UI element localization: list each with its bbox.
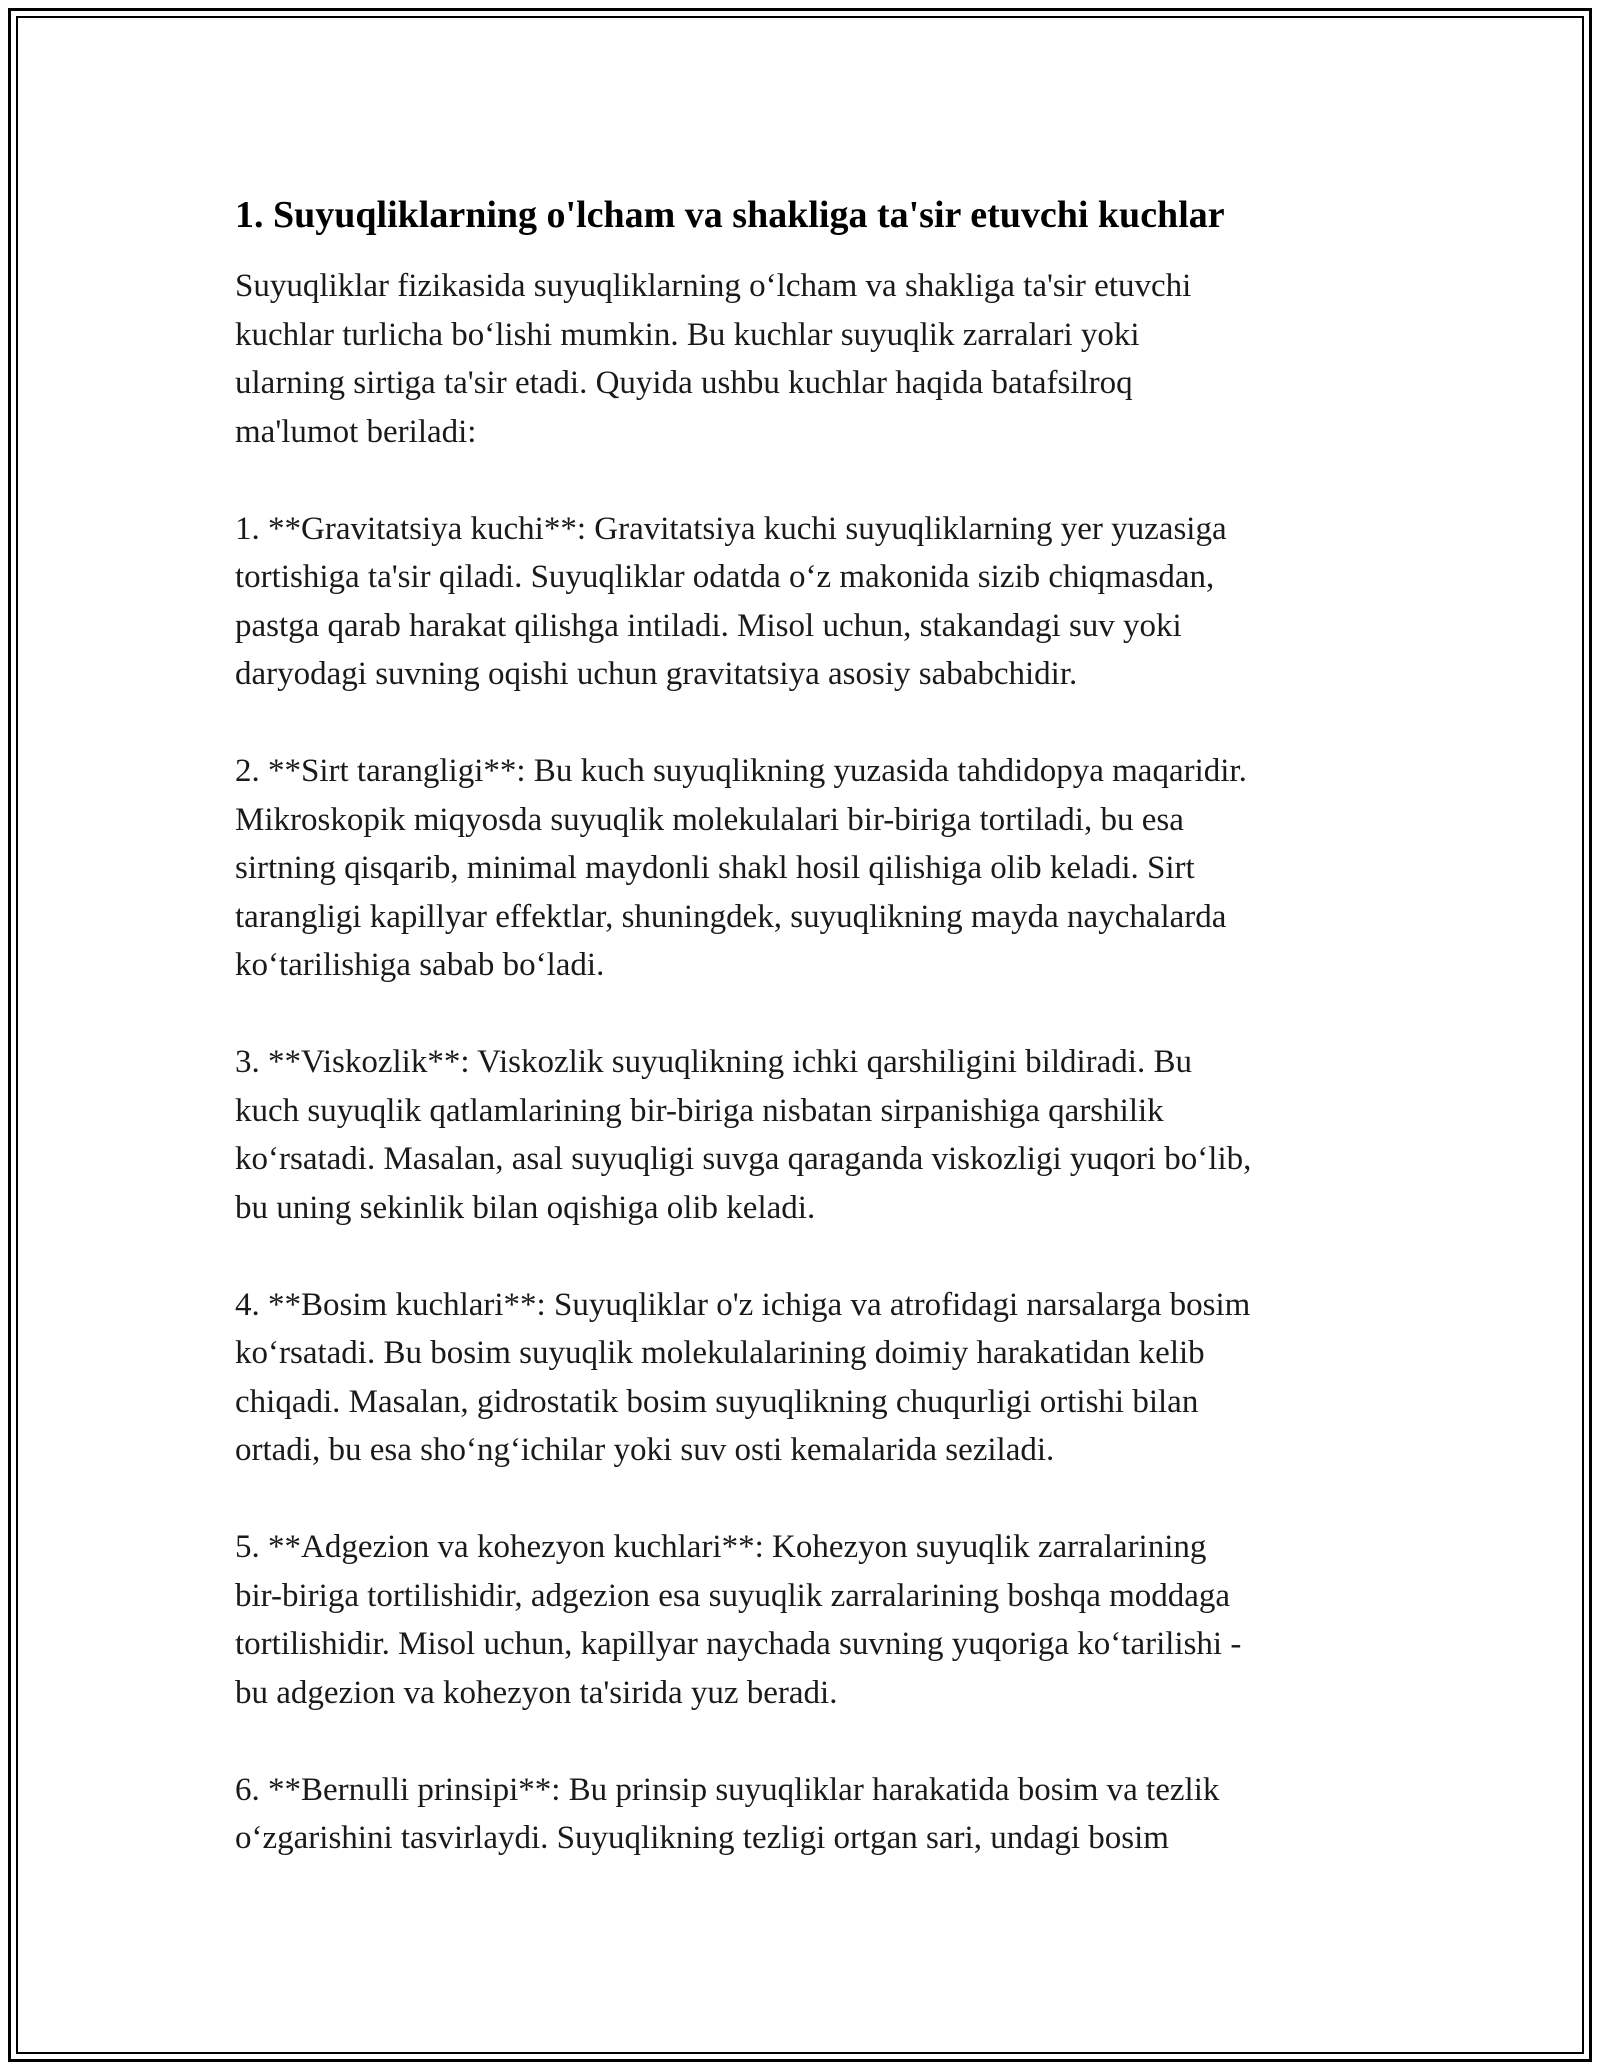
paragraph-bernoulli: 6. **Bernulli prinsipi**: Bu prinsip suyuqliklar harakatida bosim va tezlik o‘zgarishini tasvirlaydi. Suyuqlikning tezligi ortgan sari, undagi bosim <box>235 1771 1220 1856</box>
paragraph-intro: Suyuqliklar fizikasida suyuqliklarning o‘lcham va shakliga ta'sir etuvchi kuchlar turlicha bo‘lishi mumkin. Bu kuchlar suyuqlik zarralari yoki ularning sirtiga ta'sir etadi. Quyida ushbu kuchlar haqida batafsilroq ma'lumot beriladi: <box>235 268 1192 450</box>
paragraph-gravity: 1. **Gravitatsiya kuchi**: Gravitatsiya kuchi suyuqliklarning yer yuzasiga tortishiga ta'sir qiladi. Suyuqliklar odatda o‘z makonida sizib chiqmasdan, pastga qarab harakat qilishga intiladi. Misol uchun, stakandagi suv yoki daryodagi suvning oqishi uchun gravitatsiya asosiy sababchidir. <box>235 510 1227 692</box>
paragraph-viscosity: 3. **Viskozlik**: Viskozlik suyuqlikning ichki qarshiligini bildiradi. Bu kuch suyuqlik qatlamlarining bir-biriga nisbatan sirpanishiga qarshilik ko‘rsatadi. Masalan, asal suyuqligi suvga qaraganda viskozligi yuqori bo‘lib, bu uning sekinlik bilan oqishiga olib keladi. <box>235 1044 1252 1226</box>
document-body <box>235 190 1385 1911</box>
paragraph-adhesion-cohesion: 5. **Adgezion va kohezyon kuchlari**: Kohezyon suyuqlik zarralarining bir-biriga tortilishidir, adgezion esa suyuqlik zarralarining boshqa moddaga tortilishidir. Misol uchun, kapillyar naychada suvning yuqoriga ko‘tarilishi - bu adgezion va kohezyon ta'sirida yuz beradi. <box>235 1529 1242 1711</box>
paragraph-pressure: 4. **Bosim kuchlari**: Suyuqliklar o'z ichiga va atrofidagi narsalarga bosim ko‘rsatadi. Bu bosim suyuqlik molekulalarining doimiy harakatidan kelib chiqadi. Masalan, gidrostatik bosim suyuqlikning chuqurligi ortishi bilan ortadi, bu esa sho‘ng‘ichilar yoki suv osti kemalarida seziladi. <box>235 1286 1251 1468</box>
paragraph-surface-tension: 2. **Sirt tarangligi**: Bu kuch suyuqlikning yuzasida tahdidopya maqaridir. Mikroskopik miqyosda suyuqlik molekulalari bir-biriga tortiladi, bu esa sirtning qisqarib, minimal maydonli shakl hosil qilishiga olib keladi. Sirt tarangligi kapillyar effektlar, shuningdek, suyuqlikning mayda naychalarda ko‘tarilishiga sabab bo‘ladi. <box>235 753 1247 983</box>
section-title: 1. Suyuqliklarning o'lcham va shakliga ta'sir etuvchi kuchlar <box>235 194 1225 236</box>
